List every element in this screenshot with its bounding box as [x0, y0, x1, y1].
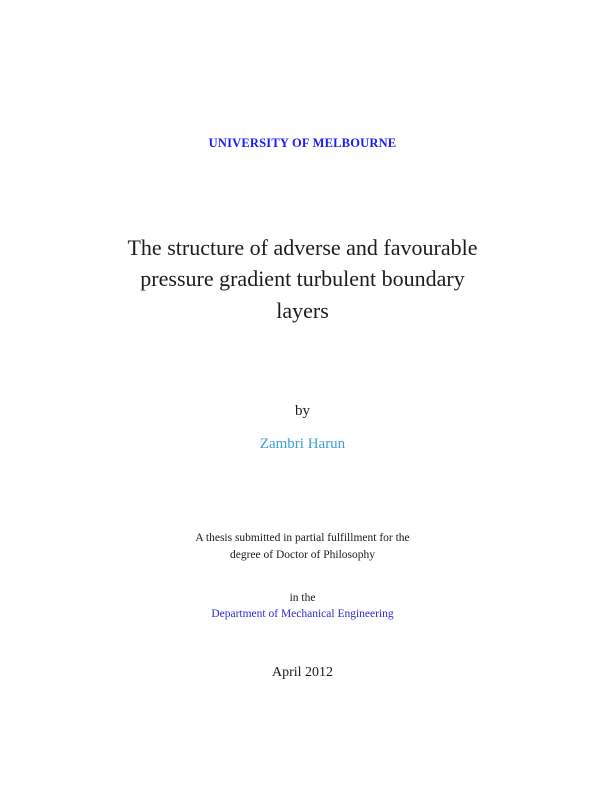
thesis-statement-line-1: A thesis submitted in partial fulfillment for the: [195, 532, 410, 544]
thesis-statement-line-2: degree of Doctor of Philosophy: [230, 549, 375, 561]
in-the-label: in the: [289, 592, 316, 604]
university-name: UNIVERSITY OF MELBOURNE: [208, 136, 397, 150]
department-name: Department of Mechanical Engineering: [211, 608, 394, 620]
thesis-title-line-1: The structure of adverse and favourable: [127, 235, 478, 260]
by-label: by: [295, 403, 310, 419]
thesis-title-line-2: pressure gradient turbulent boundary: [140, 266, 465, 291]
submission-date: April 2012: [271, 665, 334, 680]
thesis-title-line-3: layers: [276, 298, 329, 323]
author-name: Zambri Harun: [259, 436, 346, 452]
